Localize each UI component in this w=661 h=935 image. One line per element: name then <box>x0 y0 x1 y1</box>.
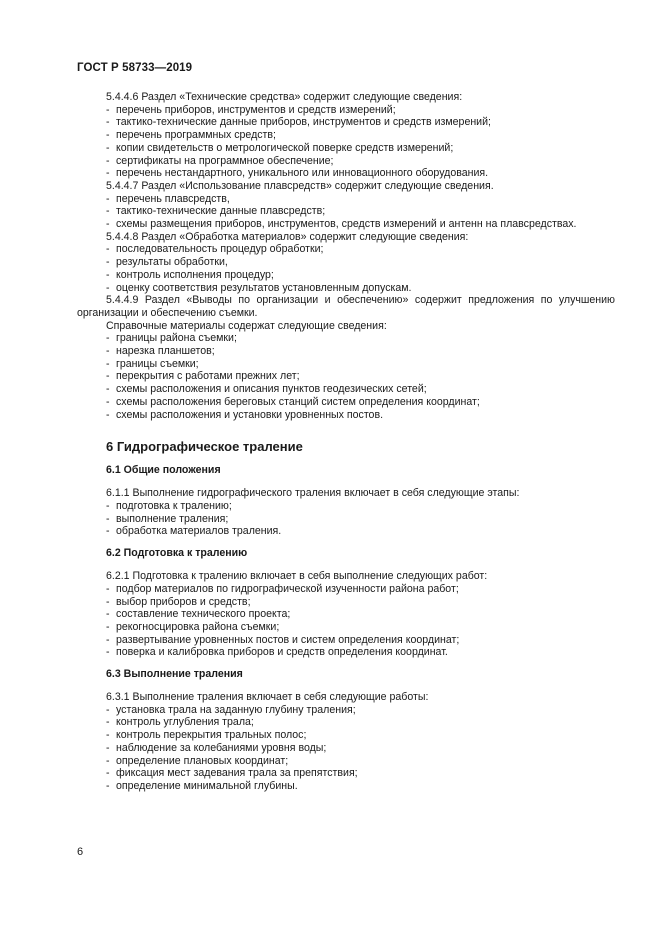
list-dash: - <box>106 383 110 396</box>
list-dash: - <box>106 192 110 205</box>
list-item <box>77 583 615 596</box>
list-item <box>77 345 615 358</box>
list-item <box>77 167 615 180</box>
list-item-text: подбор материалов по гидрографической изученности района работ; <box>116 582 459 595</box>
list-item-text: контроль исполнения процедур; <box>116 268 274 281</box>
list-item-text: схемы расположения и описания пунктов геодезических сетей; <box>116 383 427 396</box>
list-item <box>77 500 615 513</box>
list-dash: - <box>106 716 110 729</box>
list-item <box>77 218 615 231</box>
list-item <box>77 729 615 742</box>
list-item <box>77 755 615 768</box>
list-item <box>77 513 615 526</box>
list-dash: - <box>106 256 110 269</box>
list-item-text: развертывание уровненных постов и систем определения координат; <box>116 633 460 646</box>
section-6-2-title: 6.2 Подготовка к тралению <box>106 547 248 560</box>
list-dash: - <box>106 767 110 780</box>
list-dash: - <box>106 218 110 231</box>
list-item <box>77 370 615 383</box>
list-5447 <box>77 193 615 231</box>
list-item-text: установка трала на заданную глубину траления; <box>116 703 356 716</box>
list-item-text: границы района съемки; <box>116 332 237 345</box>
list-item-text: границы съемки; <box>116 357 199 370</box>
list-item <box>77 634 615 647</box>
list-621 <box>77 583 615 659</box>
list-item-text: определение плановых координат; <box>116 754 289 767</box>
list-item-text: сертификаты на программное обеспечение; <box>116 154 334 167</box>
list-item-text: подготовка к тралению; <box>116 499 232 512</box>
list-dash: - <box>106 754 110 767</box>
list-item <box>77 243 615 256</box>
list-item-text: оценку соответствия результатов установленным допускам. <box>116 281 412 294</box>
list-item-text: контроль перекрытия тральных полос; <box>116 729 307 742</box>
paragraph-611: 6.1.1 Выполнение гидрографического траления включает в себя следующие этапы: <box>106 487 520 500</box>
list-item-text: составление технического проекта; <box>116 608 291 621</box>
list-item <box>77 155 615 168</box>
list-dash: - <box>106 729 110 742</box>
page-number: 6 <box>77 846 84 858</box>
list-dash: - <box>106 167 110 180</box>
list-item-text: поверка и калибровка приборов и средств определения координат. <box>116 646 448 659</box>
list-631 <box>77 704 615 793</box>
list-item-text: контроль углубления трала; <box>116 716 254 729</box>
list-item-text: результаты обработки, <box>116 256 228 269</box>
paragraph-621: 6.2.1 Подготовка к тралению включает в себя выполнение следующих работ: <box>106 570 488 583</box>
list-dash: - <box>106 512 110 525</box>
list-item-text: схемы расположения береговых станций систем определения координат; <box>116 395 480 408</box>
section-6-title: 6 Гидрографическое траление <box>106 439 303 455</box>
list-item-text: перечень приборов, инструментов и средств измерений; <box>116 103 396 116</box>
list-item-text: перечень нестандартного, уникального или инновационного оборудования. <box>116 167 489 180</box>
list-dash: - <box>106 525 110 538</box>
list-dash: - <box>106 633 110 646</box>
list-item <box>77 621 615 634</box>
list-item-text: тактико-технические данные приборов, инструментов и средств измерений; <box>116 116 491 129</box>
paragraph-5449: 5.4.4.9 Раздел «Выводы по организации и обеспечению» содержит предложения по улучшению организации и обеспечению съемки. <box>77 294 615 319</box>
list-dash: - <box>106 608 110 621</box>
list-dash: - <box>106 116 110 129</box>
list-item <box>77 525 615 538</box>
list-dash: - <box>106 103 110 116</box>
list-5448 <box>77 243 615 294</box>
list-dash: - <box>106 620 110 633</box>
list-item-text: наблюдение за колебаниями уровня воды; <box>116 741 327 754</box>
list-item <box>77 142 615 155</box>
list-item-text: перекрытия с работами прежних лет; <box>116 370 300 383</box>
list-item-text: рекогносцировка района съемки; <box>116 620 280 633</box>
paragraph-reference: Справочные материалы содержат следующие сведения: <box>106 319 387 332</box>
list-item <box>77 205 615 218</box>
list-item <box>77 409 615 422</box>
paragraph-631: 6.3.1 Выполнение траления включает в себя следующие работы: <box>106 691 429 704</box>
list-item <box>77 358 615 371</box>
list-dash: - <box>106 582 110 595</box>
list-dash: - <box>106 395 110 408</box>
list-item <box>77 383 615 396</box>
list-dash: - <box>106 595 110 608</box>
list-dash: - <box>106 154 110 167</box>
list-reference <box>77 332 615 421</box>
list-dash: - <box>106 499 110 512</box>
list-dash: - <box>106 332 110 345</box>
list-dash: - <box>106 141 110 154</box>
list-item <box>77 608 615 621</box>
list-dash: - <box>106 408 110 421</box>
list-dash: - <box>106 205 110 218</box>
list-item-text: схемы расположения и установки уровненных постов. <box>116 408 384 421</box>
list-item-text: обработка материалов траления. <box>116 525 282 538</box>
list-dash: - <box>106 268 110 281</box>
list-item <box>77 256 615 269</box>
list-item <box>77 596 615 609</box>
list-dash: - <box>106 370 110 383</box>
list-item <box>77 104 615 117</box>
list-dash: - <box>106 357 110 370</box>
list-item-text: фиксация мест задевания трала за препятствия; <box>116 767 358 780</box>
list-item <box>77 704 615 717</box>
list-611 <box>77 500 615 538</box>
list-item-text: тактико-технические данные плавсредств; <box>116 205 326 218</box>
section-6-1-title: 6.1 Общие положения <box>106 464 221 477</box>
list-dash: - <box>106 345 110 358</box>
list-dash: - <box>106 703 110 716</box>
list-dash: - <box>106 243 110 256</box>
list-item <box>77 116 615 129</box>
document-header: ГОСТ Р 58733—2019 <box>77 62 193 74</box>
list-item-text: схемы размещения приборов, инструментов, средств измерений и антенн на плавсредствах. <box>116 218 577 231</box>
list-item-text: последовательность процедур обработки; <box>116 243 324 256</box>
section-6-3-title: 6.3 Выполнение траления <box>106 668 243 681</box>
list-item-text: выбор приборов и средств; <box>116 595 251 608</box>
list-item <box>77 193 615 206</box>
list-5446 <box>77 104 615 180</box>
list-dash: - <box>106 779 110 792</box>
paragraph-5448: 5.4.4.8 Раздел «Обработка материалов» содержит следующие сведения: <box>106 230 469 243</box>
list-item <box>77 332 615 345</box>
list-dash: - <box>106 646 110 659</box>
list-item <box>77 129 615 142</box>
list-item-text: нарезка планшетов; <box>116 345 215 358</box>
list-dash: - <box>106 129 110 142</box>
list-item-text: определение минимальной глубины. <box>116 779 298 792</box>
list-item <box>77 716 615 729</box>
list-item <box>77 269 615 282</box>
list-item-text: перечень плавсредств, <box>116 192 230 205</box>
list-dash: - <box>106 741 110 754</box>
list-item-text: копии свидетельств о метрологической поверке средств измерений; <box>116 141 454 154</box>
list-item <box>77 282 615 295</box>
list-item <box>77 742 615 755</box>
list-item <box>77 396 615 409</box>
paragraph-5446: 5.4.4.6 Раздел «Технические средства» содержит следующие сведения: <box>106 91 463 103</box>
paragraph-5447: 5.4.4.7 Раздел «Использование плавсредств» содержит следующие сведения. <box>106 179 494 192</box>
page-content <box>77 91 615 793</box>
list-item <box>77 646 615 659</box>
list-item-text: перечень программных средств; <box>116 129 276 142</box>
list-item <box>77 767 615 780</box>
list-item <box>77 780 615 793</box>
list-dash: - <box>106 281 110 294</box>
list-item-text: выполнение траления; <box>116 512 229 525</box>
